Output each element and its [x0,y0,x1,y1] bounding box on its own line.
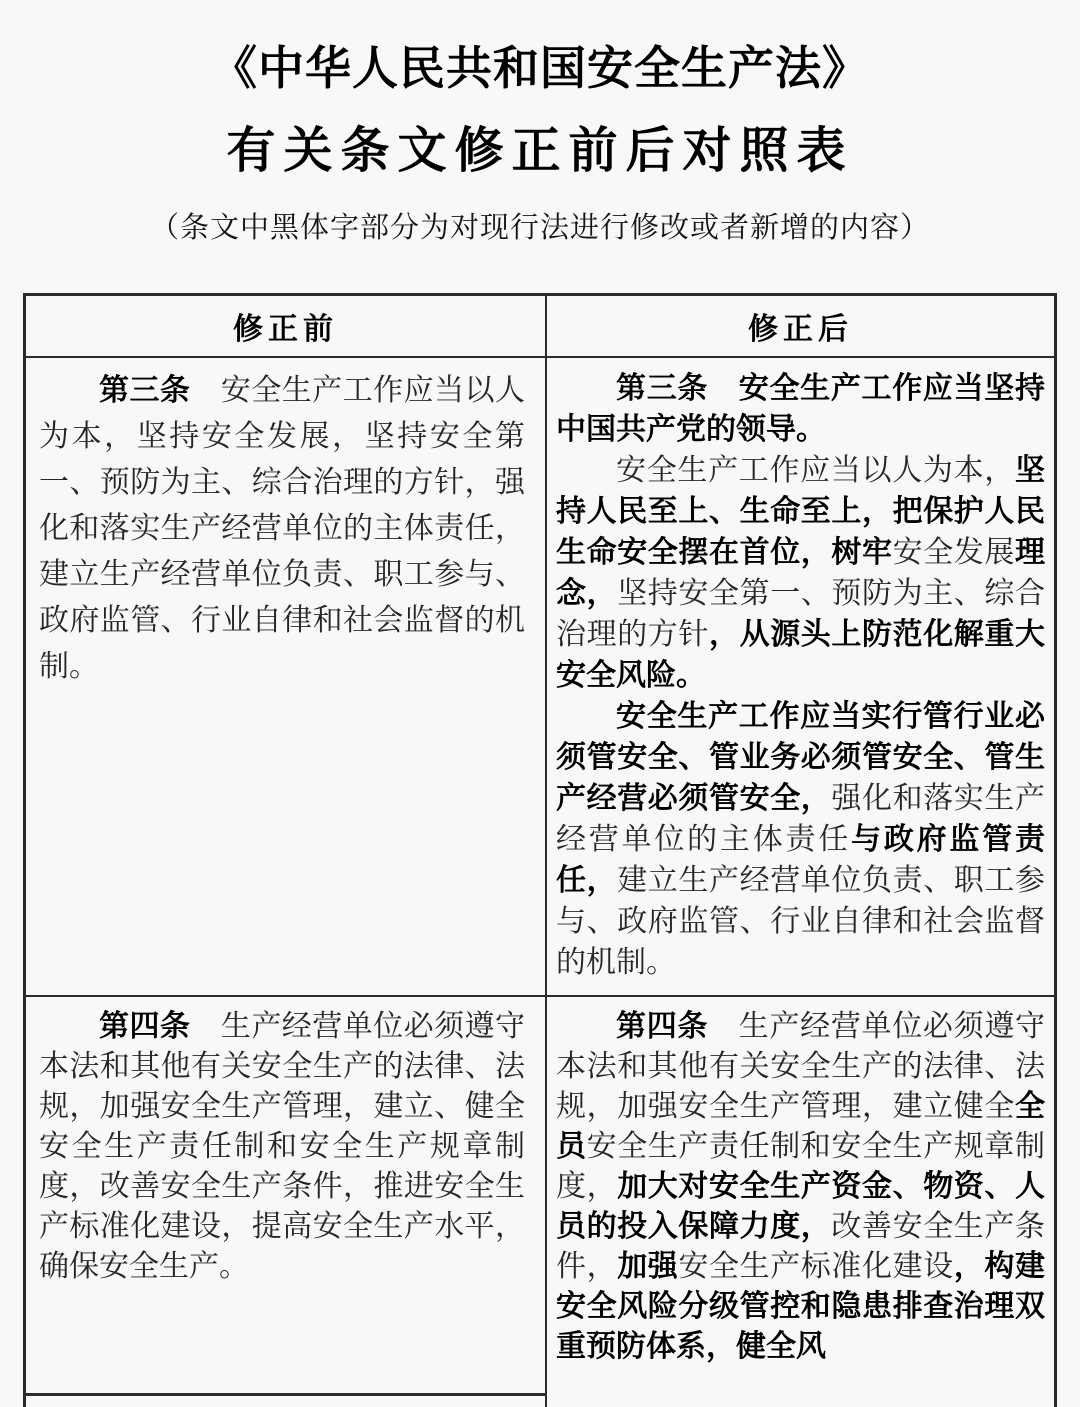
cell-article4-after [545,997,1054,1407]
text-run: 改善安全生产条件， [556,1210,1046,1283]
amended-text-run: 全员 [556,1090,1045,1163]
amended-text-run: ，构建安全风险分级管控和隐患排查治理双重预防体系，健全风 [556,1250,1046,1363]
amended-text-run: 第四条 [616,1010,739,1043]
document-subtitle: （条文中黑体字部分为对现行法进行修改或者新增的内容） [149,212,930,244]
amended-text-run: 第四条 [99,1010,221,1043]
column-header-after: 修正后 [545,296,1054,356]
text-run: 生产经营单位必须遵守本法和其他有关安全生产的法律、法规，加强安全生产管理，建立、健全安全生产责任制和安全生产规章制度，改善安全生产条件，推进安全生产标准化建设，提高安全生产水平，确保安全生产。 [39,1010,526,1283]
cell-article4-before [26,997,545,1407]
document-title-line2: 有关条文修正前后对照表 [226,123,854,178]
table-row-article-4 [26,997,1054,1407]
text-run: 安全发展 [892,536,1016,569]
cell-article3-after [545,358,1054,995]
legal-text-paragraph [39,1007,525,1287]
amended-text-run: 安全生产工作应当实行管行业必须管安全、管业务必须管安全、管生产经营必须管安全， [556,700,1045,815]
text-run: 坚持安全第一、预防为主、综合治理的方针 [556,577,1046,651]
legal-text-paragraph [39,368,525,690]
table-row-article-3 [26,358,1054,997]
comparison-table [23,293,1057,1407]
text-run: 强化和落实生产经营单位的主体责任 [556,782,1046,856]
text-run: 生产经营单位必须遵守本法和其他有关安全生产的法律、法规，加强安全生产管理，建立健全 [556,1010,1046,1123]
amended-text-run: 理念， [556,536,1046,610]
text-run: 安全生产标准化建设 [678,1250,954,1283]
legal-text-paragraph [556,696,1045,983]
amended-text-run: ，从源头上防范化解重大安全风险。 [556,618,1045,692]
amended-text-run: 与政府监管责任， [556,823,1046,897]
column-header-before: 修正前 [233,313,338,346]
text-run: 建立生产经营单位负责、职工参与、政府监管、行业自律和社会监督的机制。 [556,864,1046,979]
amended-text-run: 加强 [617,1250,679,1283]
amended-text-run: 第三条 [99,374,221,407]
legal-text-paragraph [556,368,1045,450]
table-header-row [26,296,1054,358]
amended-text-run: 加大对安全生产资金、物资、人员的投入保障力度， [556,1170,1046,1243]
left-cell-bottom-border [26,1393,547,1396]
legal-text-paragraph [556,450,1045,696]
amended-text-run: 坚持人民至上、生命至上，把保护人民生命安全摆在首位，树牢 [556,454,1045,569]
document-title-line1: 《中华人民共和国安全生产法》 [211,43,869,94]
legal-text-paragraph [556,1007,1045,1367]
text-run: 安全生产工作应当以人为本，坚持安全发展，坚持安全第一、预防为主、综合治理的方针，强化和落实生产经营单位的主体责任，建立生产经营单位负责、职工参与、政府监管、行业自律和社会监督的机制。 [39,374,526,683]
cell-article3-before [26,358,545,995]
amended-text-run: 第三条 安全生产工作应当坚持中国共产党的领导。 [556,372,1045,446]
text-run: 安全生产责任制和安全生产规章制度， [556,1130,1046,1203]
text-run: 安全生产工作应当以人为本， [616,454,1015,487]
